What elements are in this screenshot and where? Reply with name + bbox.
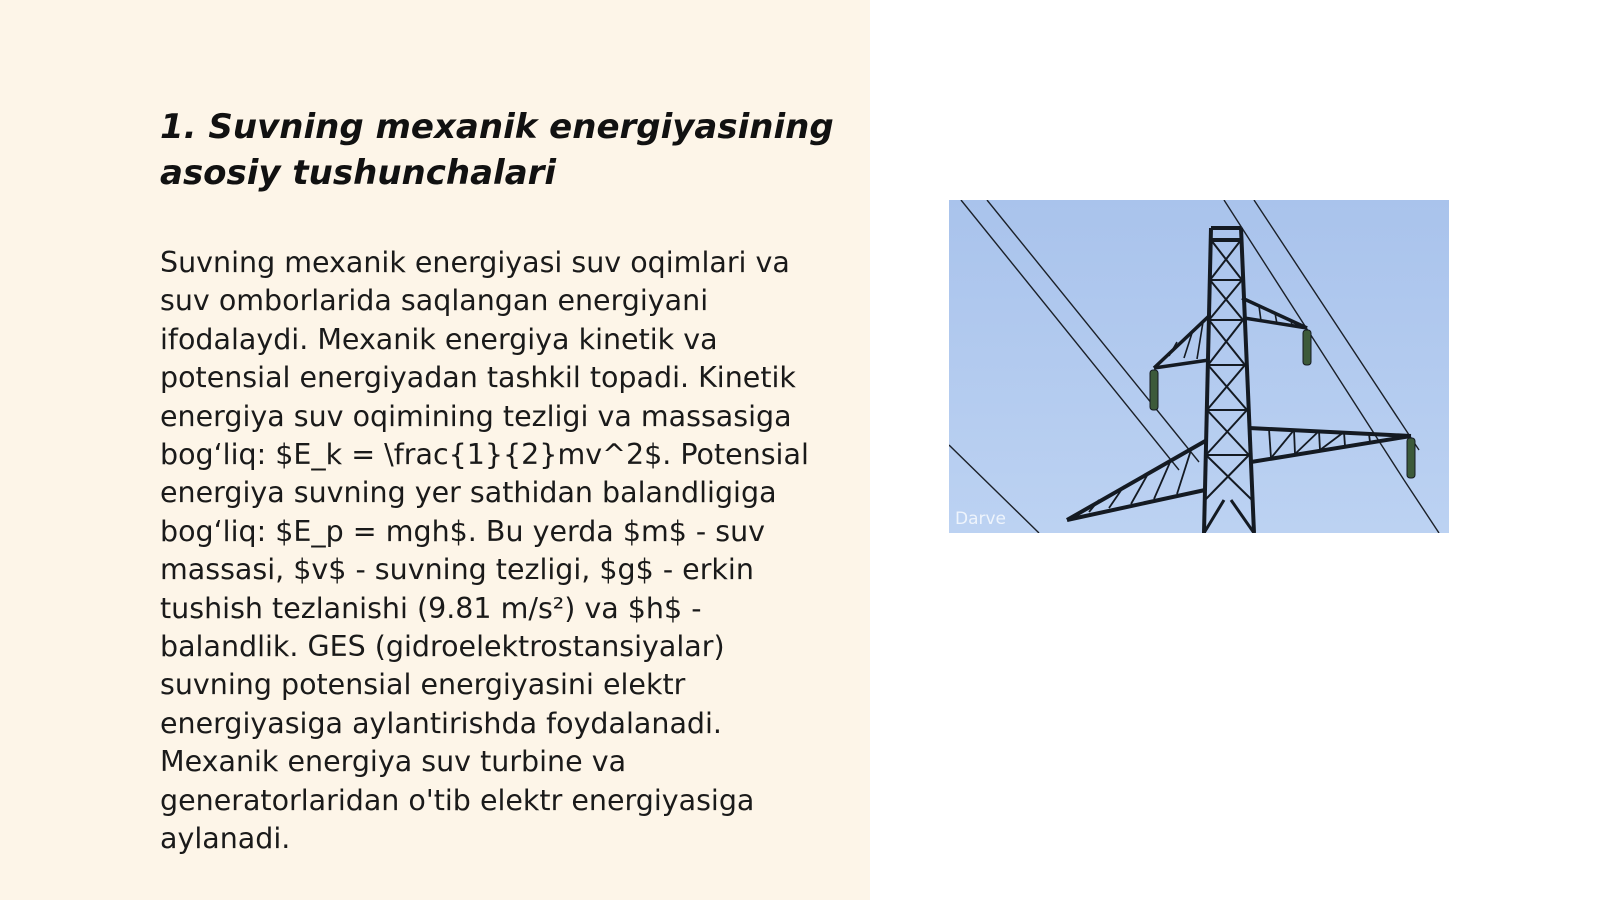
slide-title: 1. Suvning mexanik energiyasining asosiy tushunchalari xyxy=(160,107,834,193)
power-tower-illustration xyxy=(949,200,1449,533)
photo-watermark: Darve xyxy=(955,509,1007,529)
slide-body-text: Suvning mexanik energiyasi suv oqimlari va suv omborlarida saqlangan energiyani ifodalaydi. Mexanik energiya kinetik va potensial energiyadan tashkil topadi. Kinetik energiya suv oqimining tezligi va massasiga bog‘liq: $E_k = \frac{1}{2}mv^2$. Potensial energiya suvning yer sathidan balandligiga bog‘liq: $E_p = mgh$. Bu yerda $m$ - suv massasi, $v$ - suvning tezligi, $g$ - erkin tushish tezlanishi (9.81 m/s²) va $h$ - balandlik. GES (gidroelektrostansiyalar) suvning potensial energiyasini elektr energiyasiga aylantirishda foydalanadi. Mexanik energiya suv turbine va generatorlaridan o'tib elektr energiyasiga aylanadi. xyxy=(160,246,809,856)
power-tower-photo xyxy=(949,200,1449,533)
